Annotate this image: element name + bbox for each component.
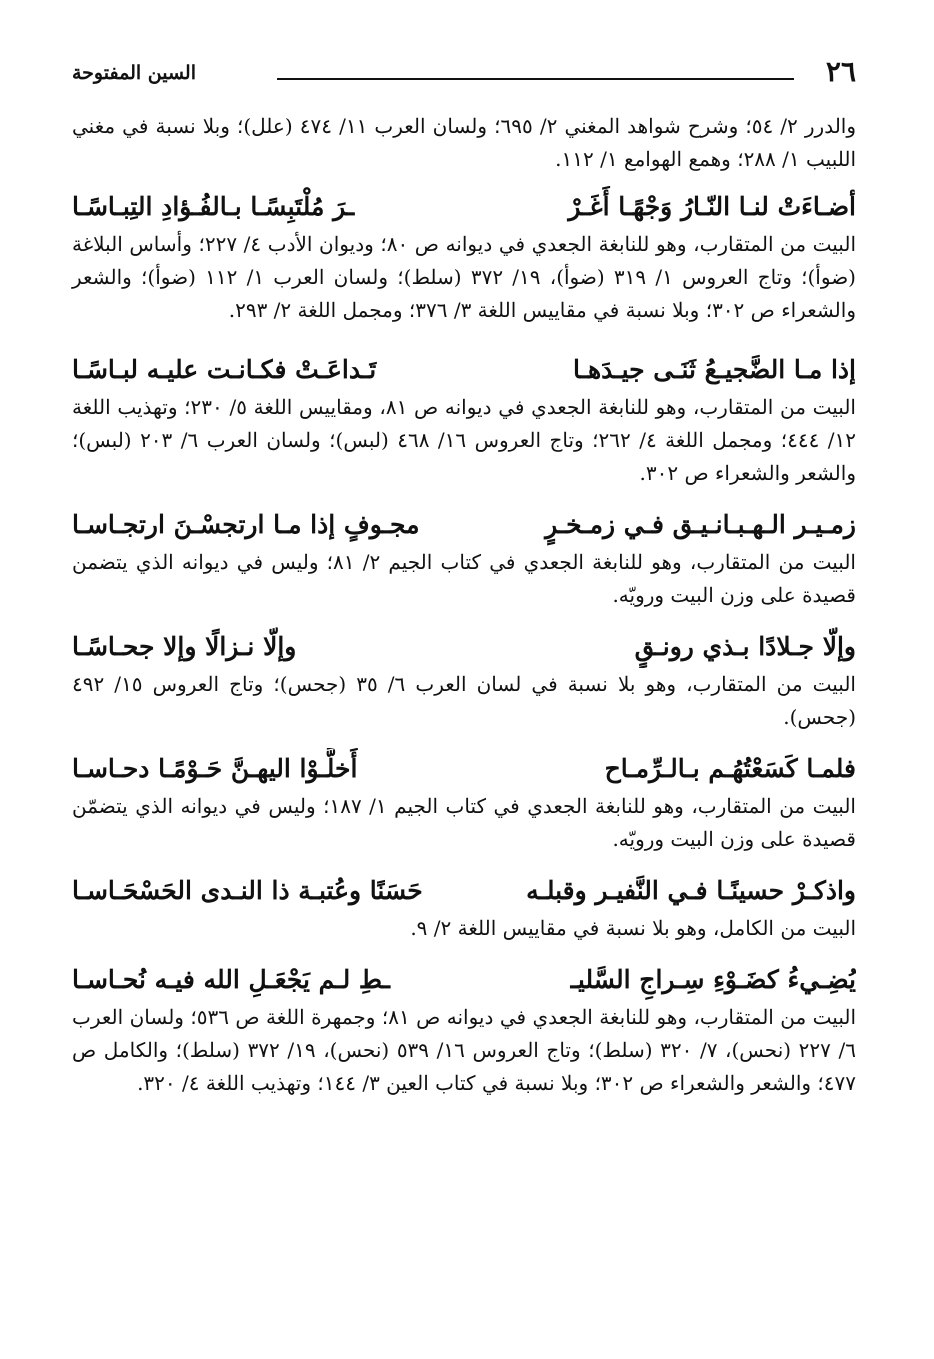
- verse-first-hemistich: واذكـرْ حسينًـا فـي النَّفيـر وقبلـه: [526, 876, 856, 905]
- commentary: البيت من المتقارب، وهو للنابغة الجعدي في كتاب الجيم ٢/ ٨١؛ وليس في ديوانه الذي يتضمن قصيدة على وزن البيت ورويّه.: [72, 550, 856, 607]
- verse-second-hemistich: ـرَ مُلْتَبِسًـا بـالفُـؤادِ التِبـاسًـا: [72, 192, 355, 221]
- verse-first-hemistich: فلمـا كَسَعْتُهُـم بـالـرِّمـاح: [604, 754, 856, 783]
- verse-entry-7: [72, 959, 856, 1100]
- verse-line: [72, 186, 856, 228]
- verse-first-hemistich: أضـاءَتْ لنـا النّـارُ وَجْهًـا أَغَـرْ: [568, 192, 856, 221]
- verse-entry-1: [72, 186, 856, 327]
- verse-second-hemistich: مجـوفٍ إذا مـا ارتجسْـنَ ارتجـاسـا: [72, 510, 420, 539]
- verse-second-hemistich: أَخلَّـوْا اليهـنَّ حَـوْمًـا دحـاسـا: [72, 754, 358, 783]
- commentary: البيت من الكامل، وهو بلا نسبة في مقاييس اللغة ٢/ ٩.: [410, 916, 856, 940]
- verse-line: [72, 870, 856, 912]
- verse-entry-6: [72, 870, 856, 945]
- verse-line: [72, 349, 856, 391]
- commentary: البيت من المتقارب، وهو للنابغة الجعدي في ديوانه ص ٨١، ومقاييس اللغة ٥/ ٢٣٠؛ وتهذيب اللغة ١٢/ ٤٤٤؛ ومجمل اللغة ٤/ ٢٦٢؛ وتاج العروس ١٦/ ٤٦٨ (لبس)؛ ولسان العرب ٦/ ٢٠٣ (لبس)؛ والشعر والشعراء ص ٣٠٢.: [72, 395, 856, 485]
- commentary: البيت من المتقارب، وهو للنابغة الجعدي في ديوانه ص ٨١؛ وجمهرة اللغة ص ٥٣٦؛ ولسان العرب ٦/ ٢٢٧ (نحس)، ٧/ ٣٢٠ (سلط)؛ وتاج العروس ١٦/ ٥٣٩ (نحس)، ١٩/ ٣٧٢ (سلط)؛ والكامل ص ٤٧٧؛ والشعر والشعراء ص ٣٠٢؛ وبلا نسبة في كتاب العين ٣/ ١٤٤؛ وتهذيب اللغة ٤/ ٣٢٠.: [72, 1005, 857, 1095]
- page-content: [72, 110, 856, 1100]
- verse-line: [72, 959, 856, 1001]
- verse-second-hemistich: وإلّا نـزالًا وإلا جحـاسًـا: [72, 632, 297, 661]
- verse-first-hemistich: وإلّا جـلادًا بـذي رونـقٍ: [634, 632, 856, 661]
- page-number: ٢٦: [825, 55, 856, 88]
- verse-line: [72, 504, 856, 546]
- entry-continuation: [72, 110, 856, 186]
- page-header: [72, 52, 856, 92]
- verse-line: [72, 626, 856, 668]
- verse-first-hemistich: يُضِـيءُ كضَـوْءِ سِـراجِ السَّليـ: [570, 965, 856, 994]
- verse-entry-4: [72, 626, 856, 734]
- verse-entry-3: [72, 504, 856, 612]
- header-rule: [277, 78, 794, 80]
- verse-second-hemistich: حَسَنًا وعُتبـة ذا النـدى الحَسْحَـاسـا: [72, 876, 423, 905]
- verse-first-hemistich: زمـيـر الـهـبـانـيـق فـي زمـخـرٍ: [545, 510, 856, 539]
- verse-second-hemistich: تَـداعَـتْ فكـانـت عليـه لبـاسًـا: [72, 355, 377, 384]
- verse-entry-2: [72, 349, 856, 490]
- commentary: والدرر ٢/ ٥٤؛ وشرح شواهد المغني ٢/ ٦٩٥؛ ولسان العرب ١١/ ٤٧٤ (علل)؛ وبلا نسبة في مغني اللبيب ١/ ٢٨٨؛ وهمع الهوامع ١/ ١١٢.: [72, 114, 856, 171]
- verse-line: [72, 748, 856, 790]
- commentary: البيت من المتقارب، وهو للنابغة الجعدي في كتاب الجيم ١/ ١٨٧؛ وليس في ديوانه الذي يتضمّن قصيدة على وزن البيت ورويّه.: [72, 794, 856, 851]
- verse-second-hemistich: ـطِ لـم يَجْعَـلِ الله فيـه نُحـاسـا: [72, 965, 390, 994]
- section-title: السين المفتوحة: [72, 62, 196, 84]
- verse-entry-5: [72, 748, 856, 856]
- commentary: البيت من المتقارب، وهو بلا نسبة في لسان العرب ٦/ ٣٥ (جحس)؛ وتاج العروس ١٥/ ٤٩٢ (جحس).: [72, 672, 856, 729]
- commentary: البيت من المتقارب، وهو للنابغة الجعدي في ديوانه ص ٨٠؛ وديوان الأدب ٤/ ٢٢٧؛ وأساس البلاغة (ضوأ)؛ وتاج العروس ١/ ٣١٩ (ضوأ)، ١٩/ ٣٧٢ (سلط)؛ ولسان العرب ١/ ١١٢ (ضوأ)؛ والشعر والشعراء ص ٣٠٢؛ وبلا نسبة في مقاييس اللغة ٣/ ٣٧٦؛ ومجمل اللغة ٢/ ٢٩٣.: [72, 232, 856, 322]
- verse-first-hemistich: إذا مـا الضَّجيـعُ ثَنَـى جيـدَهـا: [573, 355, 856, 384]
